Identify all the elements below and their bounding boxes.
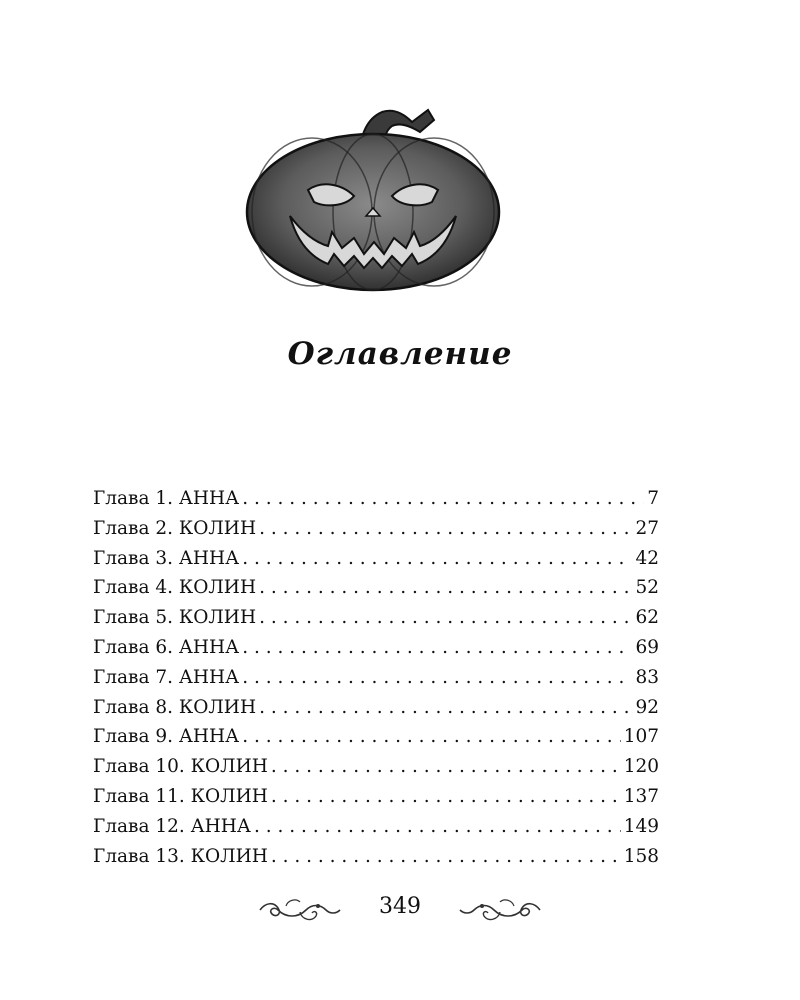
toc-entry-page: 69 [635, 636, 659, 658]
toc-entry-page: 149 [623, 815, 659, 837]
toc-leader-dots [259, 514, 632, 544]
toc-entry [93, 722, 659, 752]
toc-entry-label: Глава 6. АННА [93, 636, 240, 658]
toc-entry [93, 812, 659, 842]
toc-entry-page: 158 [623, 845, 659, 867]
toc-leader-dots [254, 812, 621, 842]
toc-entry [93, 782, 659, 812]
toc-entry-label: Глава 2. КОЛИН [93, 517, 257, 539]
toc-entry-page: 62 [635, 607, 659, 629]
toc-entry-page: 107 [623, 726, 659, 748]
toc-entry-page: 52 [635, 577, 659, 599]
toc-leader-dots [242, 544, 632, 574]
toc-entry-page: 27 [635, 517, 659, 539]
toc-entry [93, 752, 659, 782]
toc-leader-dots [271, 782, 621, 812]
flourish-right-icon [458, 894, 544, 924]
toc-entry-label: Глава 5. КОЛИН [93, 607, 257, 629]
toc-entry [93, 633, 659, 663]
toc-leader-dots [271, 842, 621, 872]
toc-entry [93, 693, 659, 723]
toc-entry [93, 663, 659, 693]
toc-entry-label: Глава 4. КОЛИН [93, 577, 257, 599]
toc-entry [93, 484, 659, 514]
toc-entry-page: 120 [623, 756, 659, 778]
toc-leader-dots [271, 752, 621, 782]
toc-leader-dots [259, 573, 632, 603]
toc-entry-label: Глава 10. КОЛИН [93, 756, 268, 778]
toc-entry-page: 92 [635, 696, 659, 718]
jack-o-lantern-icon [242, 104, 504, 292]
table-of-contents [93, 484, 659, 871]
toc-entry [93, 514, 659, 544]
toc-entry [93, 603, 659, 633]
toc-entry-label: Глава 12. АННА [93, 815, 251, 837]
toc-leader-dots [242, 722, 621, 752]
toc-entry-page: 83 [635, 666, 659, 688]
toc-leader-dots [259, 693, 632, 723]
toc-leader-dots [259, 603, 632, 633]
toc-leader-dots [242, 663, 632, 693]
toc-entry [93, 842, 659, 872]
toc-entry [93, 573, 659, 603]
toc-entry-label: Глава 7. АННА [93, 666, 240, 688]
toc-title: Оглавление [287, 336, 513, 372]
toc-entry-page: 137 [623, 785, 659, 807]
toc-entry-page: 42 [635, 547, 659, 569]
toc-entry-label: Глава 13. КОЛИН [93, 845, 268, 867]
toc-entry [93, 544, 659, 574]
page-number: 349 [379, 894, 421, 919]
toc-entry-label: Глава 9. АННА [93, 726, 240, 748]
toc-entry-label: Глава 8. КОЛИН [93, 696, 257, 718]
toc-leader-dots [242, 633, 632, 663]
toc-entry-label: Глава 3. АННА [93, 547, 240, 569]
page-footer [250, 890, 550, 926]
toc-entry-label: Глава 11. КОЛИН [93, 785, 268, 807]
toc-entry-page: 7 [647, 488, 659, 509]
toc-entry-label: Глава 1. АННА [93, 488, 240, 509]
toc-leader-dots [242, 484, 644, 514]
